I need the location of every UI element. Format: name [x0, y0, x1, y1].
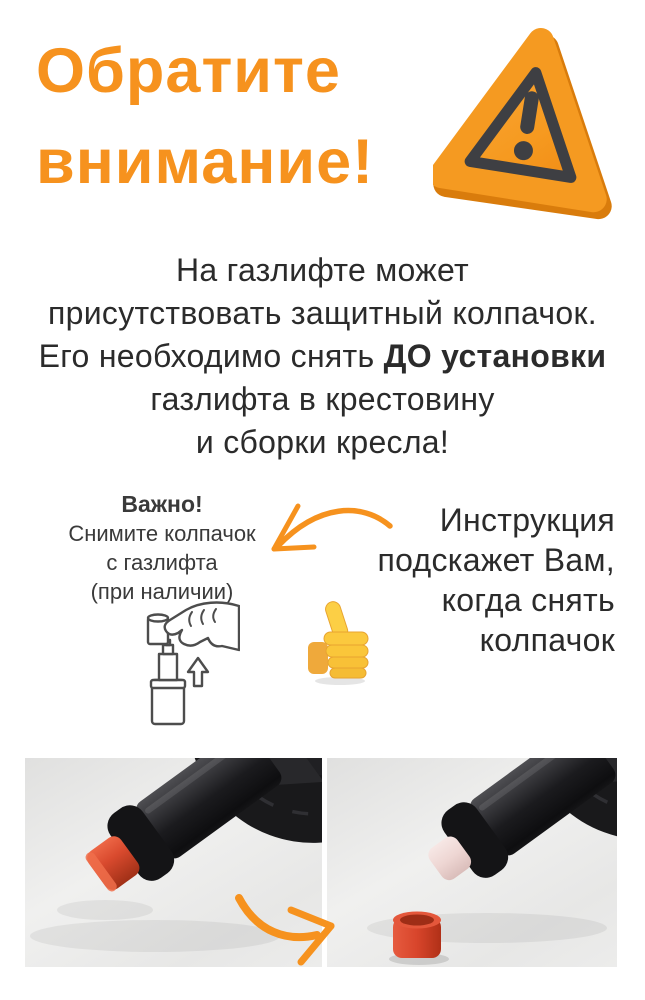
curved-arrow-right-icon [227, 890, 351, 972]
up-arrow-icon [188, 658, 208, 686]
notice-text [0, 249, 645, 464]
instruction-line: колпачок [479, 622, 615, 658]
notice-line-3-text: Его необходимо снять [38, 338, 375, 374]
important-note [38, 490, 286, 606]
notice-line-3-bold: ДО установки [383, 338, 607, 374]
instruction-line: подскажет Вам, [377, 542, 615, 578]
instruction-line: когда снять [441, 582, 615, 618]
gas-lift-piston [159, 654, 177, 680]
hand-outline [165, 603, 239, 650]
notice-line [0, 335, 645, 378]
notice-line: присутствовать защитный колпачок. [48, 295, 597, 331]
hand-removing-cap-icon [112, 600, 240, 728]
important-title: Важно! [121, 491, 203, 517]
red-cap-removed [393, 912, 441, 959]
page-title-line-1: Обратите [36, 36, 341, 106]
important-line: Снимите колпачок [68, 521, 256, 546]
instruction-line: Инструкция [439, 502, 615, 538]
photo-gas-lift-cap-removed [327, 758, 617, 967]
notice-line: и сборки кресла! [195, 424, 450, 460]
thumbs-up-icon [300, 596, 378, 686]
important-line: (при наличии) [90, 579, 234, 604]
important-line: с газлифта [106, 550, 218, 575]
page-title-line-2: внимание! [36, 127, 375, 197]
notice-line: газлифта в крестовину [150, 381, 495, 417]
page-title [36, 26, 456, 208]
warning-triangle-icon [433, 20, 623, 225]
notice-line: На газлифте может [175, 252, 469, 288]
